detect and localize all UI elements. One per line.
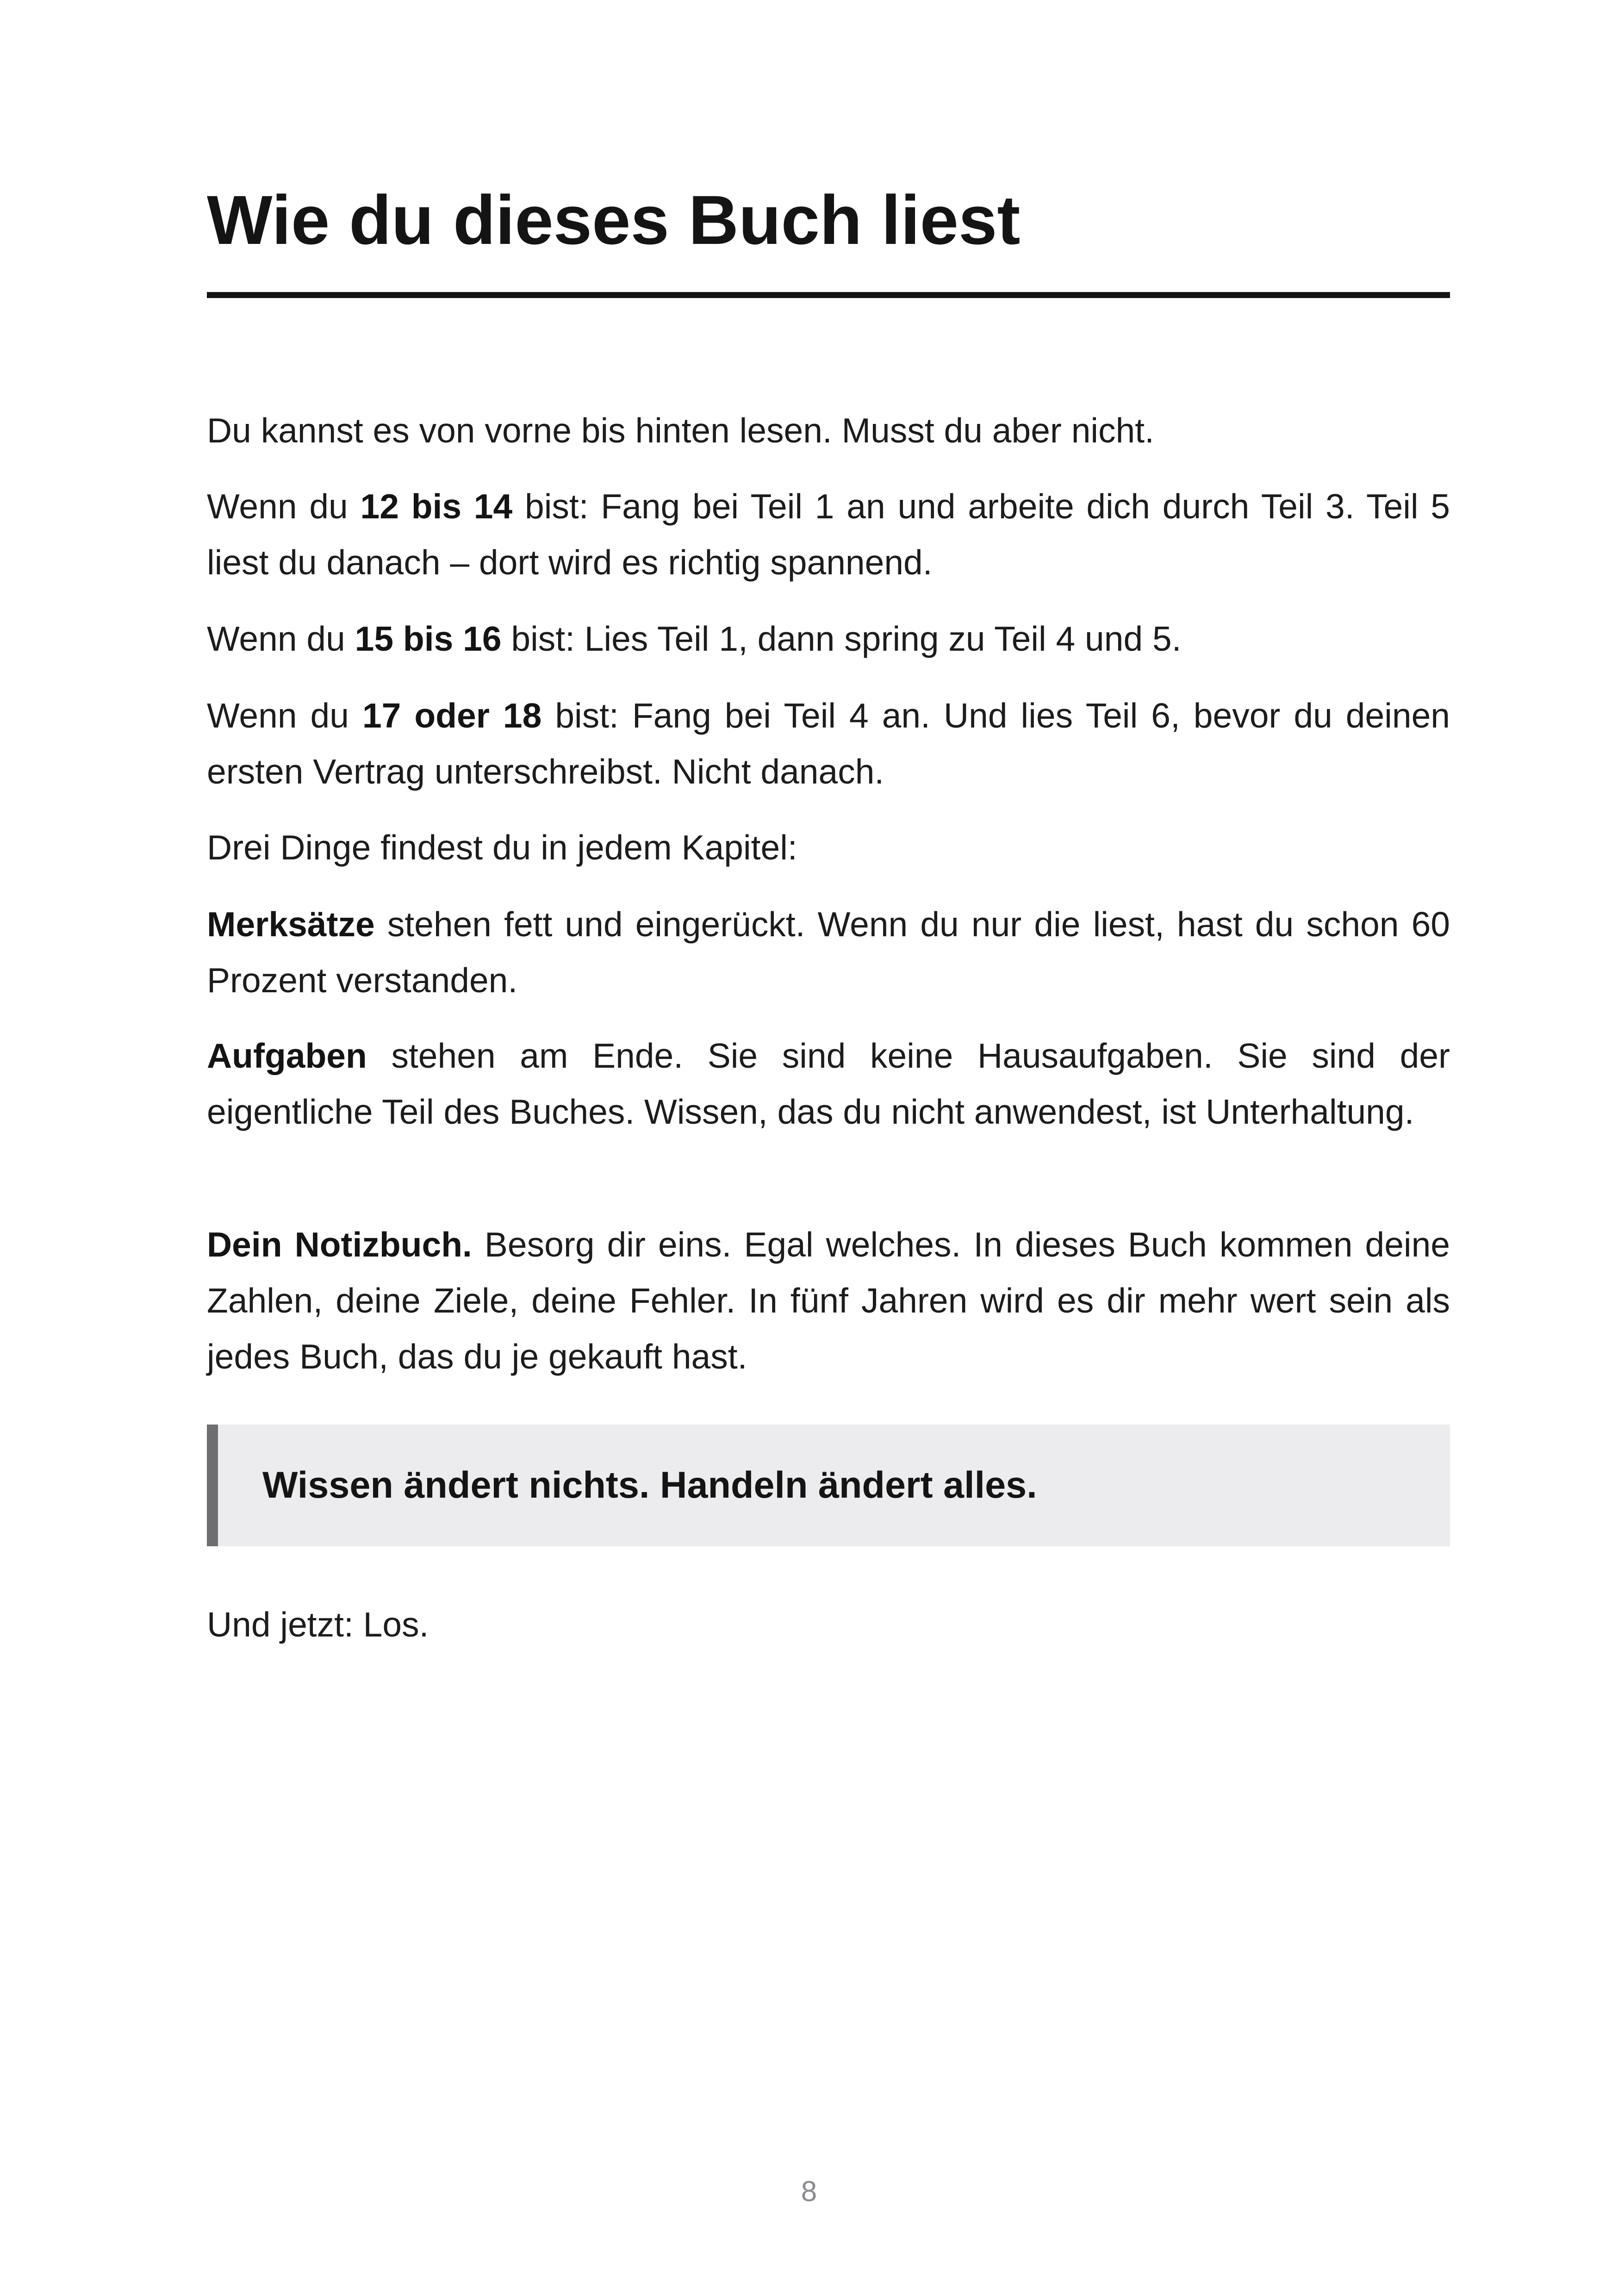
age-group-text: bist: Lies Teil 1, dann spring zu Teil 4 und 5.: [501, 619, 1182, 658]
age-range: 12 bis 14: [360, 487, 513, 526]
title-divider: [207, 292, 1450, 298]
thing-text: Besorg dir eins. Egal welches. In dieses Buch kommen deine Zahlen, deine Ziele, deine Fehler. In fünf Jahren wird es dir mehr wert sein als jedes Buch, das du je gekauft hast.: [207, 1225, 1450, 1376]
thing-paragraph: [207, 1028, 1450, 1140]
callout-text: Wissen ändert nichts. Handeln ändert alles.: [262, 1464, 1037, 1506]
age-group-text: bist: Fang bei Teil 1 an und arbeite dich durch Teil 3. Teil 5 liest du danach – dort wird es richtig spannend.: [207, 487, 1450, 582]
thing-term: Aufgaben: [207, 1036, 367, 1075]
age-group-text: bist: Fang bei Teil 4 an. Und lies Teil 6, bevor du deinen ersten Vertrag unterschreibst. Nicht danach.: [207, 696, 1450, 791]
age-group-paragraph: [207, 688, 1450, 800]
page-title: Wie du dieses Buch liest: [207, 181, 1021, 259]
page-number: 8: [801, 2176, 817, 2208]
age-group-prefix: Wenn du: [207, 696, 362, 735]
age-range: 15 bis 16: [355, 619, 502, 658]
key-takeaway-callout: [207, 1425, 1450, 1546]
thing-term: Dein Notizbuch.: [207, 1225, 472, 1264]
thing-paragraph: [207, 1217, 1450, 1385]
thing-text: stehen fett und eingerückt. Wenn du nur die liest, hast du schon 60 Prozent verstanden.: [207, 905, 1450, 1000]
age-group-paragraph: [207, 479, 1450, 591]
age-range: 17 oder 18: [362, 696, 542, 735]
age-group-prefix: Wenn du: [207, 487, 361, 526]
thing-term: Merksätze: [207, 905, 375, 944]
age-group-prefix: Wenn du: [207, 619, 355, 658]
thing-text: stehen am Ende. Sie sind keine Hausaufgaben. Sie sind der eigentliche Teil des Buches. Wissen, das du nicht anwendest, ist Unterhaltung.: [207, 1036, 1450, 1131]
age-group-paragraph: [207, 611, 1450, 667]
thing-paragraph: [207, 896, 1450, 1008]
three-things-intro: Drei Dinge findest du in jedem Kapitel:: [207, 828, 797, 867]
closing-line: Und jetzt: Los.: [207, 1605, 429, 1644]
intro-paragraph: Du kannst es von vorne bis hinten lesen. Musst du aber nicht.: [207, 411, 1154, 450]
